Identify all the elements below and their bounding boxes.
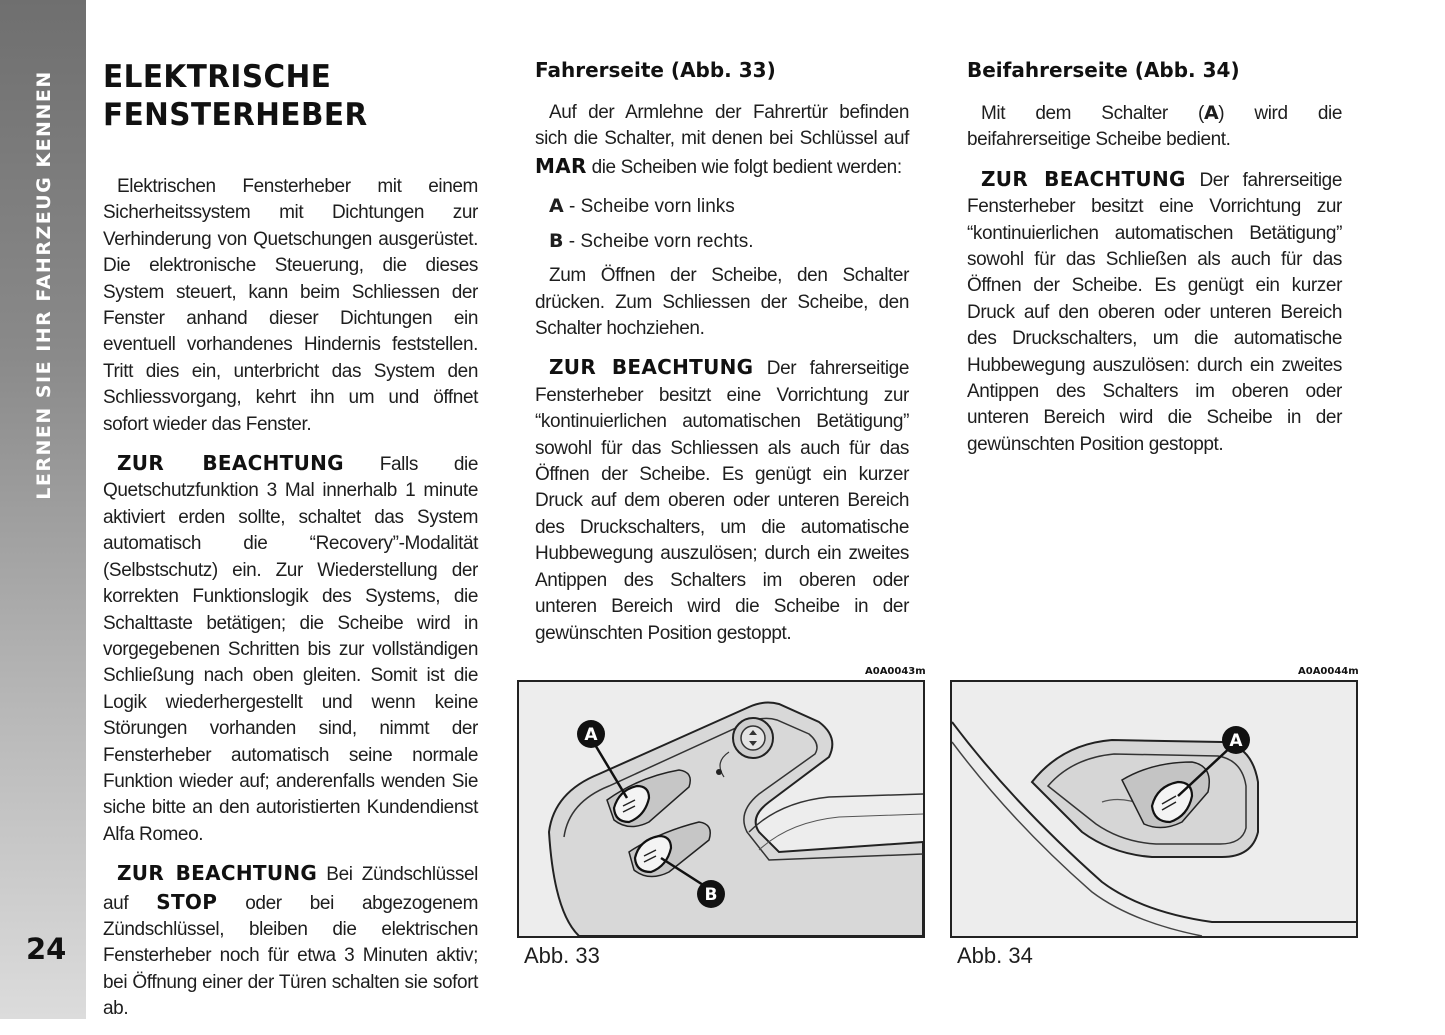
switch-key: A — [1203, 102, 1219, 124]
figure-34 — [950, 680, 1358, 938]
passenger-paragraph-1 — [967, 100, 1342, 154]
figure-34-caption: Abb. 34 — [957, 943, 1033, 968]
passenger-door-switch-illustration — [952, 682, 1356, 936]
column-3 — [967, 58, 1342, 470]
note-text-a: Bei Zündschlüssel auf — [103, 864, 478, 914]
figure-33-code: A0A0043m — [865, 666, 926, 677]
sidebar — [0, 0, 86, 1019]
text-part: Mit dem Schalter ( — [981, 103, 1204, 124]
callout-a: A — [584, 725, 598, 745]
note-keyword: ZUR BEACHTUNG — [117, 861, 318, 886]
driver-door-switch-illustration — [519, 682, 923, 936]
page-title-line-1: ELEKTRISCHE — [103, 59, 332, 95]
list-item-a — [535, 193, 909, 220]
callout-a: A — [1229, 731, 1243, 751]
note-keyword: ZUR BEACHTUNG — [117, 451, 344, 476]
note-keyword: ZUR BEACHTUNG — [981, 166, 1186, 191]
column-2 — [535, 58, 909, 659]
column-1 — [103, 58, 478, 1035]
text-part: ) wird die beifahrerseitige Scheibe bedient. — [967, 103, 1343, 151]
list-item-b — [535, 228, 909, 255]
note-paragraph-2 — [103, 860, 478, 1022]
item-key: B — [549, 230, 564, 253]
figure-33 — [517, 680, 925, 938]
note-paragraph-1 — [103, 450, 478, 848]
stop-keyword: STOP — [156, 889, 218, 914]
note-text: Der fahrerseitige Fensterheber besitzt eine Vorrichtung zur “kontinuierlichen automatischen Betätigung” sowohl für das Schliessen als auch für das Öffnen der Scheibe. Es genügt ein kurzer Druck auf dem oberen oder unteren Bereich des Druckschalters, um die automatische Hubbewegung auszulösen; durch ein zweites Antippen des Schalters im oberen oder unteren Bereich wird die Scheibe in der gewünschten Position gestoppt. — [535, 358, 910, 644]
mar-keyword: MAR — [535, 153, 587, 178]
section-heading-driver: Fahrerseite (Abb. 33) — [535, 58, 776, 82]
note-keyword: ZUR BEACHTUNG — [549, 355, 754, 380]
note-text-b: oder bei abgezogenem Zündschlüssel, bleiben die elektrischen Fensterheber noch für etwa 3 Minuten aktiv; bei Öffnung einer der Türen schalten sie sofort ab. — [103, 892, 479, 1020]
item-key: A — [549, 195, 564, 218]
passenger-note — [967, 166, 1342, 458]
driver-paragraph-2: Zum Öffnen der Scheibe, den Schalter drücken. Zum Schliessen der Scheibe, den Schalter hochziehen. — [535, 265, 909, 340]
driver-paragraph-1 — [535, 100, 909, 181]
page-number: 24 — [26, 932, 67, 966]
callout-b: B — [704, 885, 718, 905]
page-title — [103, 58, 459, 134]
item-text: - Scheibe vorn links — [563, 196, 735, 218]
item-text: - Scheibe vorn rechts. — [563, 231, 754, 253]
intro-paragraph: Elektrischen Fensterheber mit einem Sicherheitssystem mit Dichtungen zur Verhinderung von Quetschungen ausgerüstet. Die elektronische Steuerung, die dieses System steuert, kann beim Schliessen der Fenster anhand dieser Dichtungen ein eventuell vorhandenes Hindernis feststellen. Tritt dies ein, unterbricht das System den Schliessvorgang, kehrt ihn um und öffnet sofort wieder das Fenster. — [103, 176, 478, 435]
figure-33-caption: Abb. 33 — [524, 943, 600, 968]
driver-note — [535, 354, 909, 646]
text-part: die Scheiben wie folgt bedient werden: — [586, 156, 902, 178]
section-heading-passenger: Beifahrerseite (Abb. 34) — [967, 58, 1240, 82]
section-label: LERNEN SIE IHR FAHRZEUG KENNEN — [33, 70, 55, 500]
text-part: Auf der Armlehne der Fahrertür befinden sich die Schalter, mit denen bei Schlüssel auf — [535, 102, 909, 150]
figure-34-code: A0A0044m — [1298, 666, 1359, 677]
note-text: Der fahrerseitige Fensterheber besitzt eine Vorrichtung zur “kontinuierlichen automatischen Betätigung” sowohl für das Schließen als auch für das Öffnen der Scheibe. Es genügt ein kurzer Druck auf den oberen oder unteren Bereich des Druckschalters, um die automatische Hubbewegung auszulösen: durch ein zweites Antippen des Schalters im oberen oder unteren Bereich wird die Scheibe in der gewünschten Position gestoppt. — [967, 169, 1342, 455]
note-text: Falls die Quetschutzfunktion 3 Mal innerhalb 1 minute aktiviert erden sollte, schaltet das System automatisch die “Recovery”-Modalität (Selbstschutz) ein. Zur Wiederstellung der korrekten Funktionslogik des Systems, die Schalttaste betätigen; die Scheibe wird in vorgegebenen Schritten bis zur vollständigen Schließung nach oben gleiten. Somit ist die Logik wiederhergestellt und wenn keine Störungen vorhanden sind, nimmt der Fensterheber automatisch seine normale Funktion wieder auf; anderenfalls wenden Sie siche bitte an den autoristierten Kundendienst Alfa Romeo. — [103, 454, 479, 845]
page-title-line-2: FENSTERHEBER — [103, 97, 368, 133]
